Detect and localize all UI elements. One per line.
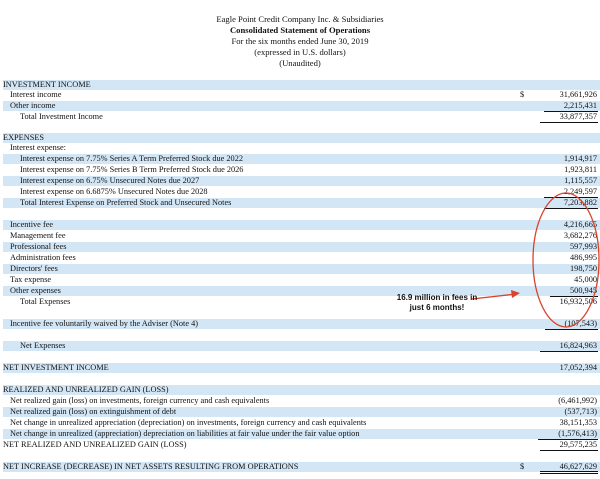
line-label: Other income <box>10 101 56 110</box>
line-value: 4,216,665 <box>563 220 597 229</box>
line-label: Interest income <box>10 90 62 99</box>
line-label: Administration fees <box>10 253 76 262</box>
line-value: (107,543) <box>564 319 597 328</box>
line-value: 597,993 <box>570 242 597 251</box>
line-value: 31,661,926 <box>559 90 597 99</box>
currency-symbol: $ <box>520 462 525 471</box>
line-value: 1,115,557 <box>564 176 597 185</box>
total-value: 33,877,357 <box>559 112 597 121</box>
line-value: 1,914,917 <box>563 154 597 163</box>
section-heading: REALIZED AND UNREALIZED GAIN (LOSS) <box>3 385 169 394</box>
currency-symbol: $ <box>520 90 525 99</box>
total-label: NET REALIZED AND UNREALIZED GAIN (LOSS) <box>3 440 187 449</box>
total-value: 16,932,506 <box>559 297 597 306</box>
line-label: Net change in unrealized appreciation (depreciation) on investments, foreign currency and cash equivalents <box>10 418 367 427</box>
fees-highlight-circle <box>533 193 599 327</box>
line-value: 500,945 <box>570 286 597 295</box>
subheading-label: Interest expense: <box>10 143 66 152</box>
line-value: 2,215,431 <box>563 101 597 110</box>
line-label: Tax expense <box>10 275 52 284</box>
audit-status: (Unaudited) <box>279 58 321 68</box>
line-value: 1,923,811 <box>564 165 597 174</box>
section-heading: EXPENSES <box>3 133 45 142</box>
line-label: Interest expense on 6.75% Unsecured Notes due 2027 <box>20 176 200 185</box>
line-label: Professional fees <box>10 242 67 251</box>
line-value: (6,461,992) <box>558 396 597 405</box>
total-value: 46,627,629 <box>559 462 597 471</box>
section-heading: INVESTMENT INCOME <box>3 80 91 89</box>
line-value: 198,750 <box>570 264 597 273</box>
total-value: 7,203,882 <box>563 198 597 207</box>
total-label: NET INCREASE (DECREASE) IN NET ASSETS RESULTING FROM OPERATIONS <box>3 462 299 471</box>
line-label: Management fee <box>10 231 66 240</box>
line-label: Incentive fee voluntarily waived by the Adviser (Note 4) <box>10 319 199 328</box>
total-value: 17,052,394 <box>559 363 597 372</box>
line-value: (1,576,413) <box>558 429 597 438</box>
line-label: Directors' fees <box>10 264 58 273</box>
line-label: Net realized gain (loss) on investments, foreign currency and cash equivalents <box>10 396 270 405</box>
total-label: NET INVESTMENT INCOME <box>3 363 109 372</box>
line-value: 2,249,597 <box>563 187 597 196</box>
currency-units: (expressed in U.S. dollars) <box>254 47 346 57</box>
line-label: Interest expense on 7.75% Series A Term Preferred Stock due 2022 <box>20 154 243 163</box>
line-value: (537,713) <box>564 407 597 416</box>
line-label: Interest expense on 7.75% Series B Term Preferred Stock due 2026 <box>20 165 244 174</box>
line-label: Interest expense on 6.6875% Unsecured Notes due 2028 <box>20 187 208 196</box>
line-label: Net realized gain (loss) on extinguishment of debt <box>10 407 177 416</box>
total-label: Total Interest Expense on Preferred Stock and Unsecured Notes <box>20 198 232 207</box>
annotation-arrowhead <box>511 290 520 298</box>
total-value: 29,575,235 <box>559 440 597 449</box>
line-value: 3,682,276 <box>563 231 597 240</box>
line-value: 38,151,353 <box>559 418 597 427</box>
company-name: Eagle Point Credit Company Inc. & Subsidiaries <box>216 14 384 24</box>
total-value: 16,824,963 <box>559 341 597 350</box>
statement-title: Consolidated Statement of Operations <box>229 25 371 35</box>
line-label: Net change in unrealized (appreciation) depreciation on liabilities at fair value under the fair value option <box>10 429 360 438</box>
line-value: 486,995 <box>570 253 597 262</box>
annotation-line-2: just 6 months! <box>409 303 465 312</box>
statement-period: For the six months ended June 30, 2019 <box>231 36 369 46</box>
line-label: Incentive fee <box>10 220 54 229</box>
annotation-line-1: 16.9 million in fees in <box>396 293 478 302</box>
total-label: Total Investment Income <box>20 112 103 121</box>
fee-annotation-note <box>382 293 492 313</box>
line-label: Other expenses <box>10 286 61 295</box>
line-value: 45,000 <box>574 275 597 284</box>
total-label: Net Expenses <box>20 341 66 350</box>
total-label: Total Expenses <box>20 297 71 306</box>
